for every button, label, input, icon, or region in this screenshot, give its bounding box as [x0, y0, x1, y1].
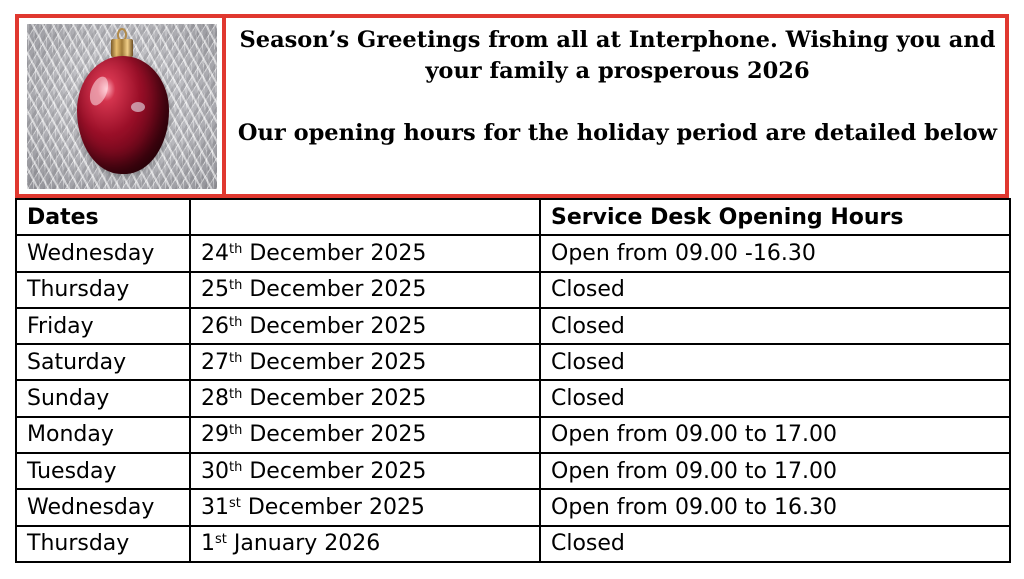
photo-frame [19, 18, 226, 194]
date-number: 28 [201, 386, 229, 412]
date-cell [190, 308, 540, 344]
date-cell [190, 453, 540, 489]
hours-cell: Closed [540, 380, 1010, 416]
day-cell: Saturday [16, 344, 190, 380]
ordinal-suffix: th [229, 423, 243, 439]
hours-cell: Closed [540, 344, 1010, 380]
greeting-text [230, 18, 1005, 194]
hours-cell: Open from 09.00 to 16.30 [540, 489, 1010, 525]
ordinal-suffix: th [229, 241, 243, 257]
ordinal-suffix: th [229, 459, 243, 475]
date-cell [190, 344, 540, 380]
ornament-photo [27, 24, 217, 189]
day-cell: Thursday [16, 272, 190, 308]
date-number: 25 [201, 277, 229, 303]
hours-cell: Open from 09.00 -16.30 [540, 235, 1010, 271]
column-header-hours: Service Desk Opening Hours [540, 199, 1010, 235]
table-row [16, 344, 1010, 380]
column-header-dates: Dates [16, 199, 190, 235]
hours-cell: Open from 09.00 to 17.00 [540, 453, 1010, 489]
table-row [16, 235, 1010, 271]
greeting-banner [15, 14, 1009, 198]
date-cell [190, 417, 540, 453]
date-number: 31 [201, 495, 229, 521]
date-number: 27 [201, 349, 229, 375]
day-cell: Monday [16, 417, 190, 453]
date-month-year: December 2025 [242, 240, 427, 266]
ordinal-suffix: th [229, 314, 243, 330]
hours-cell: Closed [540, 526, 1010, 562]
table-row [16, 453, 1010, 489]
ordinal-suffix: th [229, 278, 243, 294]
date-month-year: December 2025 [240, 495, 425, 521]
date-number: 30 [201, 458, 229, 484]
table-row [16, 272, 1010, 308]
day-cell: Tuesday [16, 453, 190, 489]
date-month-year: January 2026 [226, 531, 381, 557]
date-cell [190, 272, 540, 308]
hours-cell: Closed [540, 308, 1010, 344]
date-cell [190, 380, 540, 416]
date-number: 24 [201, 240, 229, 266]
ordinal-suffix: st [215, 532, 227, 548]
date-number: 26 [201, 313, 229, 339]
date-month-year: December 2025 [242, 313, 427, 339]
ordinal-suffix: th [229, 350, 243, 366]
bauble-reflection [131, 102, 145, 112]
opening-hours-table [15, 198, 1011, 563]
day-cell: Friday [16, 308, 190, 344]
ordinal-suffix: th [229, 387, 243, 403]
table-row [16, 417, 1010, 453]
day-cell: Thursday [16, 526, 190, 562]
hours-cell: Open from 09.00 to 17.00 [540, 417, 1010, 453]
hours-cell: Closed [540, 272, 1010, 308]
day-cell: Sunday [16, 380, 190, 416]
day-cell: Wednesday [16, 235, 190, 271]
date-month-year: December 2025 [242, 386, 427, 412]
table-row [16, 380, 1010, 416]
table-header-row [16, 199, 1010, 235]
date-number: 29 [201, 422, 229, 448]
date-month-year: December 2025 [242, 349, 427, 375]
date-number: 1 [201, 531, 215, 557]
column-header-blank [190, 199, 540, 235]
holiday-notice: Our opening hours for the holiday period are detailed below [237, 120, 998, 146]
greeting-line-2: your family a prosperous 2026 [425, 58, 810, 84]
date-cell [190, 489, 540, 525]
ordinal-suffix: st [229, 496, 241, 512]
date-month-year: December 2025 [242, 277, 427, 303]
table-row [16, 308, 1010, 344]
greeting-line-1: Season’s Greetings from all at Interphone. Wishing you and [239, 27, 996, 53]
table-row [16, 526, 1010, 562]
red-bauble [77, 56, 169, 174]
date-cell [190, 235, 540, 271]
date-month-year: December 2025 [242, 422, 427, 448]
date-month-year: December 2025 [242, 458, 427, 484]
day-cell: Wednesday [16, 489, 190, 525]
ornament-cap [111, 39, 133, 57]
table-row [16, 489, 1010, 525]
date-cell [190, 526, 540, 562]
